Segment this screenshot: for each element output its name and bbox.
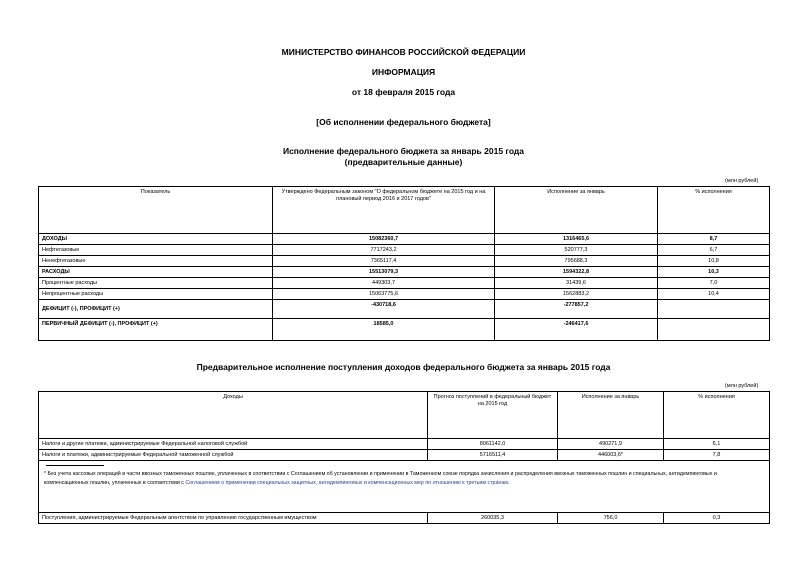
col-approved-header: Утверждено Федеральным законом "О федеральном бюджете на 2015 год и на плановый период 2016 и 2017 годов": [273, 187, 495, 234]
row-approved: 449303,7: [273, 278, 495, 289]
row-executed: 490271,9: [558, 439, 664, 450]
section1-title: Исполнение федерального бюджета за январь 2015 года: [282, 146, 525, 156]
table-row: [39, 439, 770, 450]
row-name: Ненефтегазовые: [39, 256, 273, 267]
ministry-title: МИНИСТЕРСТВО ФИНАНСОВ РОССИЙСКОЙ ФЕДЕРАЦИИ: [281, 47, 526, 57]
section1-unit: (млн рублей): [725, 178, 759, 184]
col-forecast-header: Прогноз поступлений в федеральный бюджет на 2015 год: [428, 392, 558, 439]
footnote-link[interactable]: Соглашением о применении специальных защитных, антидемпинговых и компенсационных мер по отношению к третьим странам: [185, 480, 508, 486]
section2-unit: (млн рублей): [725, 383, 759, 389]
row-percent: [658, 300, 770, 319]
row-executed: 1316465,6: [495, 234, 658, 245]
row-forecast: 8061142,0: [428, 439, 558, 450]
row-percent: [658, 319, 770, 341]
row-name: Поступления, администрируемые Федеральным агентством по управлению государственным имуществом: [39, 513, 428, 524]
footnote-text: * Без учета кассовых операций в части ввозных таможенных пошлин, уплаченных в соответствии с Соглашением об установлении и применении в Таможенном союзе порядка зачисления и распределения ввозных таможенных пошлин и специальных, антидемпинговых и компенсационных пошлин, уплаченных в соответствии с: [44, 471, 717, 486]
row-executed: -277857,2: [495, 300, 658, 319]
row-approved: 15513079,3: [273, 267, 495, 278]
row-approved: 7365117,4: [273, 256, 495, 267]
row-name: Нефтегазовые: [39, 245, 273, 256]
row-approved: -430718,6: [273, 300, 495, 319]
table-row: [39, 289, 770, 300]
row-executed: 795688,3: [495, 256, 658, 267]
row-percent: 7,0: [658, 278, 770, 289]
row-approved: 15063775,6: [273, 289, 495, 300]
table-header-row: [39, 187, 770, 234]
row-percent: 10,3: [658, 267, 770, 278]
col-percent-header: % исполнения: [658, 187, 770, 234]
row-name: Непроцентные расходы: [39, 289, 273, 300]
row-forecast: 260035,3: [428, 513, 558, 524]
budget-execution-table: [38, 186, 770, 341]
row-name: Налоги и другие платежи, администрируемые Федеральной налоговой службой: [39, 439, 428, 450]
document-date: от 18 февраля 2015 года: [351, 87, 456, 97]
table-row: [39, 267, 770, 278]
row-percent: 10,4: [658, 289, 770, 300]
col-indicator-header: Показатель: [39, 187, 273, 234]
row-executed: 1594322,8: [495, 267, 658, 278]
row-approved: 7717243,2: [273, 245, 495, 256]
row-executed: 446003,6*: [558, 450, 664, 461]
row-approved: 18585,0: [273, 319, 495, 341]
row-executed: 756,0: [558, 513, 664, 524]
footnote: [44, 470, 762, 488]
col-executed-header: Исполнение за январь: [495, 187, 658, 234]
table-row: [39, 234, 770, 245]
row-percent: 0,3: [664, 513, 770, 524]
col-percent-header: % исполнения: [664, 392, 770, 439]
table-row: [39, 278, 770, 289]
section1-subtitle: (предварительные данные): [344, 157, 463, 167]
row-name: ПЕРВИЧНЫЙ ДЕФИЦИТ (-), ПРОФИЦИТ (+): [39, 319, 273, 341]
table-row: [39, 319, 770, 341]
row-executed: 520777,3: [495, 245, 658, 256]
row-name: РАСХОДЫ: [39, 267, 273, 278]
row-percent: 10,8: [658, 256, 770, 267]
table-row: [39, 513, 770, 524]
row-percent: 6,1: [664, 439, 770, 450]
row-percent: 6,7: [658, 245, 770, 256]
row-name: ДЕФИЦИТ (-), ПРОФИЦИТ (+): [39, 300, 273, 319]
row-name: ДОХОДЫ: [39, 234, 273, 245]
col-executed-header: Исполнение за январь: [558, 392, 664, 439]
footnote-end: .: [507, 480, 510, 486]
info-title: ИНФОРМАЦИЯ: [371, 67, 436, 77]
row-executed: 31439,6: [495, 278, 658, 289]
row-executed: 1562883,2: [495, 289, 658, 300]
revenue-table: [38, 391, 770, 524]
document-subject: [Об исполнении федерального бюджета]: [316, 117, 491, 127]
row-forecast: 5716511,4: [428, 450, 558, 461]
table-row: [39, 450, 770, 461]
col-revenues-header: Доходы: [39, 392, 428, 439]
table-row: [39, 256, 770, 267]
row-name: Процентные расходы: [39, 278, 273, 289]
row-approved: 15082360,7: [273, 234, 495, 245]
table-row: [39, 300, 770, 319]
table-header-row: [39, 392, 770, 439]
row-executed: -246417,6: [495, 319, 658, 341]
table-row: [39, 245, 770, 256]
row-name: Налоги и платежи, администрируемые Федеральной таможенной службой: [39, 450, 428, 461]
footnote-divider: [46, 465, 104, 466]
row-percent: 8,7: [658, 234, 770, 245]
row-percent: 7,8: [664, 450, 770, 461]
section2-title: Предварительное исполнение поступления доходов федерального бюджета за январь 2015 года: [196, 362, 611, 372]
